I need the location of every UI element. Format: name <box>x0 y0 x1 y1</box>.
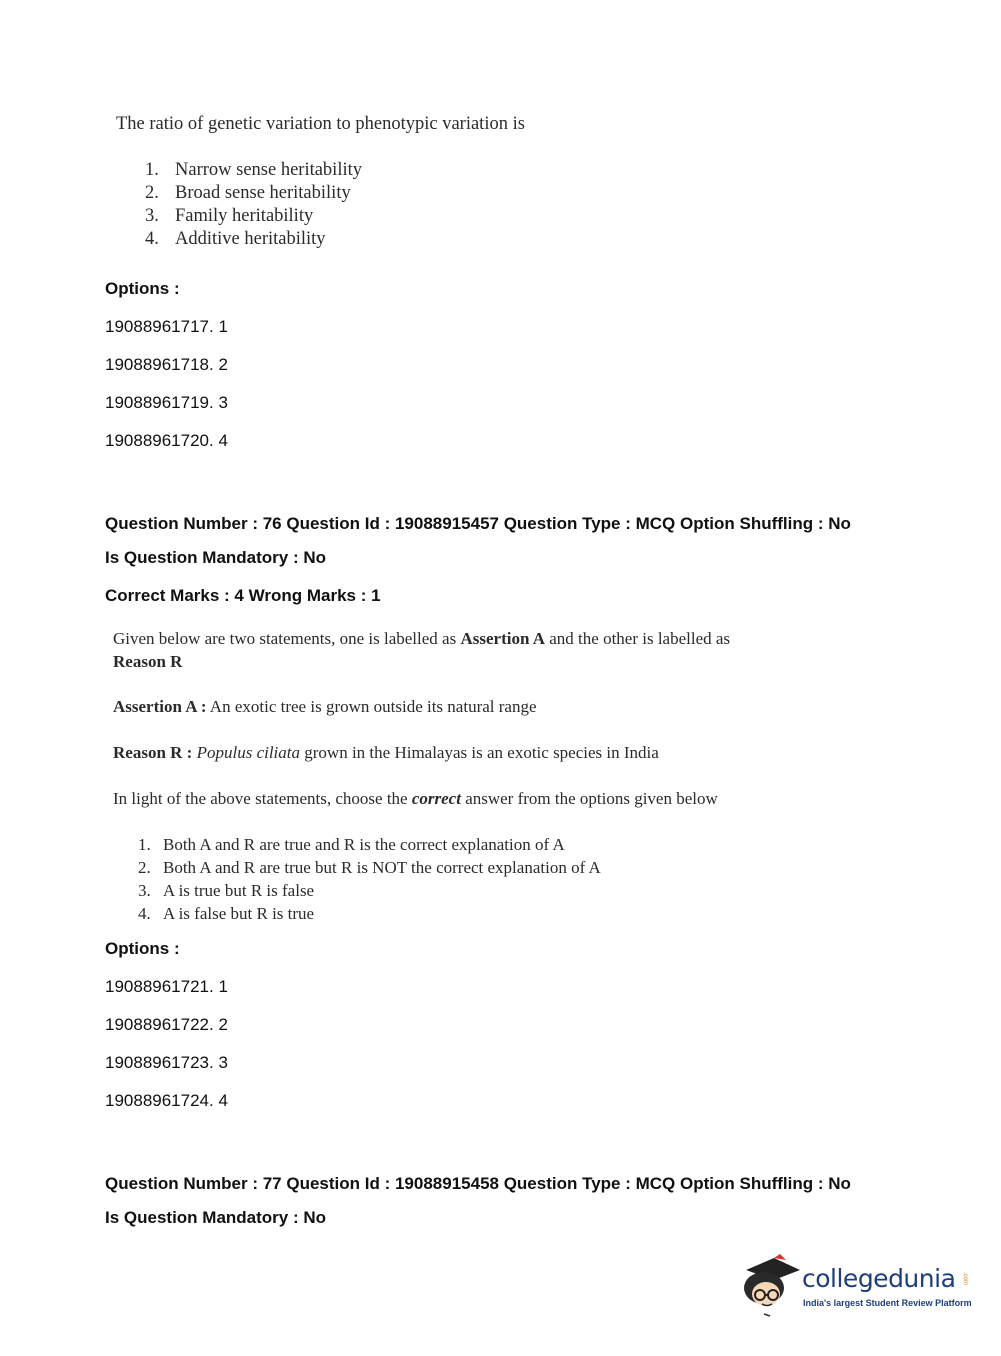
question-stem: The ratio of genetic variation to phenotypic variation is <box>116 114 525 134</box>
assertion-statement: Assertion A : An exotic tree is grown outside its natural range <box>113 697 537 716</box>
option-item: 19088961724. 4 <box>105 1091 228 1110</box>
marks-line: Correct Marks : 4 Wrong Marks : 1 <box>105 586 381 605</box>
mandatory-line: Is Question Mandatory : No <box>105 548 327 567</box>
question-header: Question Number : 77 Question Id : 19088915458 Question Type : MCQ Option Shuffling : No <box>105 1174 851 1193</box>
mascot-icon <box>740 1250 802 1320</box>
option-item: 19088961723. 3 <box>105 1053 228 1072</box>
list-item: 3. Family heritability <box>145 206 314 226</box>
option-item: 19088961717. 1 <box>105 317 228 336</box>
reason-statement: Reason R : Populus ciliata grown in the Himalayas is an exotic species in India <box>113 743 659 762</box>
option-item: 19088961719. 3 <box>105 393 228 412</box>
option-item: 19088961718. 2 <box>105 355 228 374</box>
option-item: 19088961720. 4 <box>105 431 228 450</box>
list-item: 4. Additive heritability <box>145 229 326 249</box>
list-item: 1. Narrow sense heritability <box>145 160 362 180</box>
list-item: 3. A is true but R is false <box>138 881 315 900</box>
collegedunia-logo <box>740 1250 970 1320</box>
options-label: Options : <box>105 279 180 298</box>
choice-list <box>138 833 601 925</box>
list-item: 4. A is false but R is true <box>138 904 315 923</box>
logo-tagline: India's largest Student Review Platform <box>803 1298 972 1308</box>
question-header: Question Number : 76 Question Id : 19088915457 Question Type : MCQ Option Shuffling : No <box>105 514 851 533</box>
option-item: 19088961721. 1 <box>105 977 228 996</box>
options-label: Options : <box>105 939 180 958</box>
question-intro: Given below are two statements, one is labelled as Assertion A and the other is labelled as Reason R <box>113 629 731 671</box>
choice-list <box>145 159 362 251</box>
list-item: 2. Broad sense heritability <box>145 183 351 203</box>
list-item: 1. Both A and R are true and R is the correct explanation of A <box>138 835 565 854</box>
mandatory-line: Is Question Mandatory : No <box>105 1208 327 1227</box>
option-item: 19088961722. 2 <box>105 1015 228 1034</box>
logo-suffix: .com <box>962 1272 968 1286</box>
instruction-line: In light of the above statements, choose the correct answer from the options given below <box>113 789 718 808</box>
logo-wordmark: collegedunia <box>802 1264 956 1293</box>
list-item: 2. Both A and R are true but R is NOT the correct explanation of A <box>138 858 601 877</box>
